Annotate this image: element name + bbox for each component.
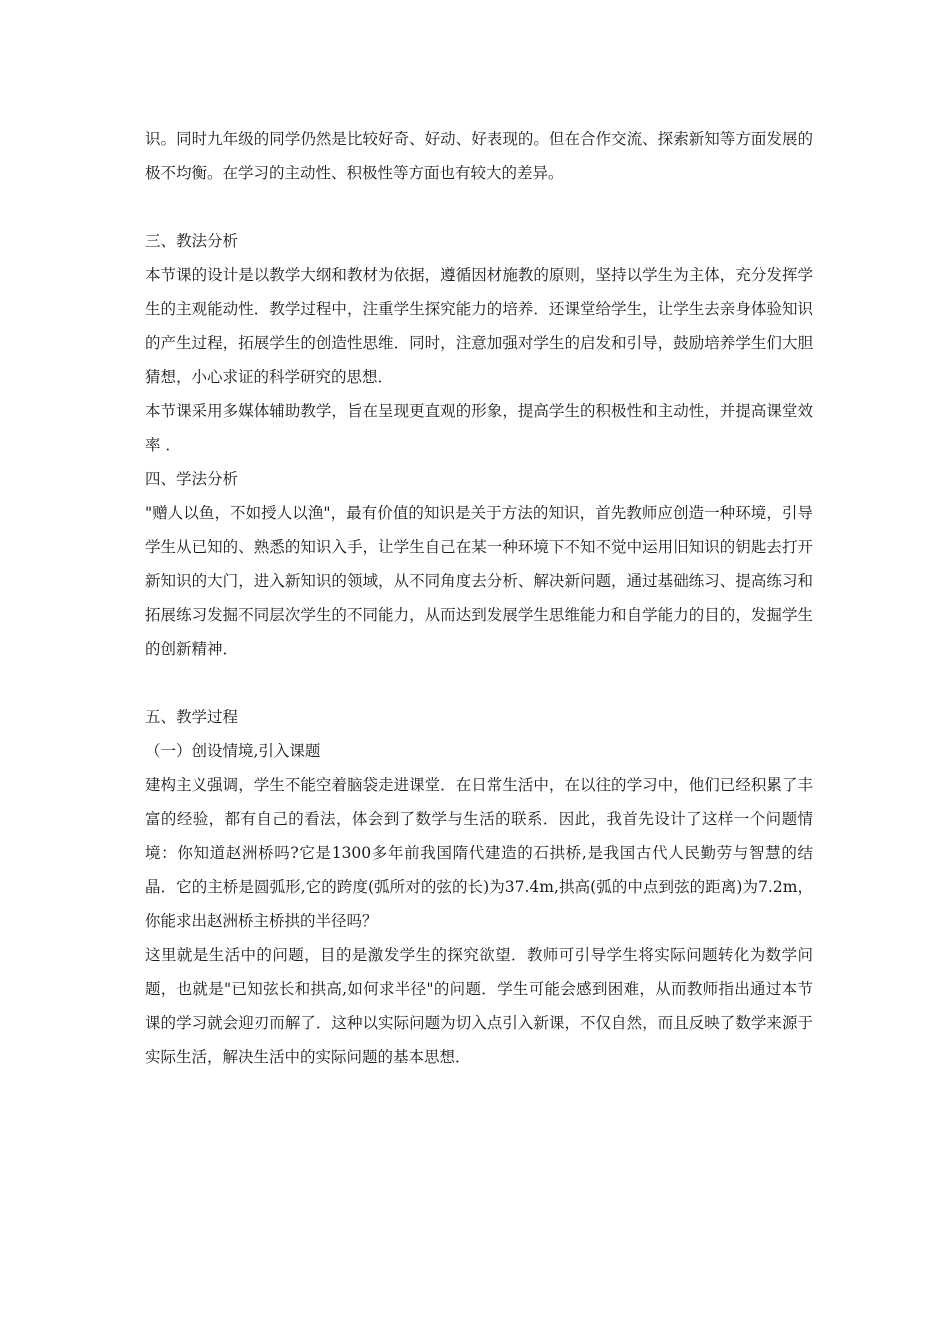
document-body [145,122,813,1074]
intro-paragraph: 识。同时九年级的同学仍然是比较好奇、好动、好表现的。但在合作交流、探索新知等方面发展的极不均衡。在学习的主动性、积极性等方面也有较大的差异。 [145,130,813,182]
section-heading-teaching-method: 三、教法分析 [145,232,239,250]
section-heading-teaching-process: 五、教学过程 [145,708,239,726]
teaching-method-paragraph-2: 本节课采用多媒体辅助教学，旨在呈现更直观的形象，提高学生的积极性和主动性，并提高课堂效率 ． [145,402,813,454]
learning-method-paragraph: "赠人以鱼，不如授人以渔"，最有价值的知识是关于方法的知识，首先教师应创造一种环境，引导学生从已知的、熟悉的知识入手，让学生自己在某一种环境下不知不觉中运用旧知识的钥匙去打开新知识的大门，进入新知识的领域，从不同角度去分析、解决新问题，通过基础练习、提高练习和拓展练习发掘不同层次学生的不同能力，从而达到发展学生思维能力和自学能力的目的，发掘学生的创新精神． [145,504,813,658]
subheading-create-situation: （一）创设情境,引入课题 [145,742,321,760]
section-heading-learning-method: 四、学法分析 [145,470,239,488]
teaching-method-paragraph-1: 本节课的设计是以教学大纲和教材为依据，遵循因材施教的原则，坚持以学生为主体，充分发挥学生的主观能动性．教学过程中，注重学生探究能力的培养．还课堂给学生，让学生去亲身体验知识的产生过程，拓展学生的创造性思维．同时，注意加强对学生的启发和引导，鼓励培养学生们大胆猜想，小心求证的科学研究的思想． [145,266,813,386]
teaching-process-paragraph-2: 这里就是生活中的问题，目的是激发学生的探究欲望．教师可引导学生将实际问题转化为数学问题，也就是"已知弦长和拱高,如何求半径"的问题．学生可能会感到困难，从而教师指出通过本节课的学习就会迎刃而解了．这种以实际问题为切入点引入新课，不仅自然，而且反映了数学来源于实际生活，解决生活中的实际问题的基本思想． [145,946,813,1066]
teaching-process-paragraph-1: 建构主义强调，学生不能空着脑袋走进课堂．在日常生活中，在以往的学习中，他们已经积累了丰富的经验，都有自己的看法，体会到了数学与生活的联系．因此，我首先设计了这样一个问题情境：你知道赵洲桥吗?它是1300多年前我国隋代建造的石拱桥,是我国古代人民勤劳与智慧的结晶．它的主桥是圆弧形,它的跨度(弧所对的弦的长)为37.4m,拱高(弧的中点到弦的距离)为7.2m，你能求出赵洲桥主桥拱的半径吗？ [145,776,813,930]
